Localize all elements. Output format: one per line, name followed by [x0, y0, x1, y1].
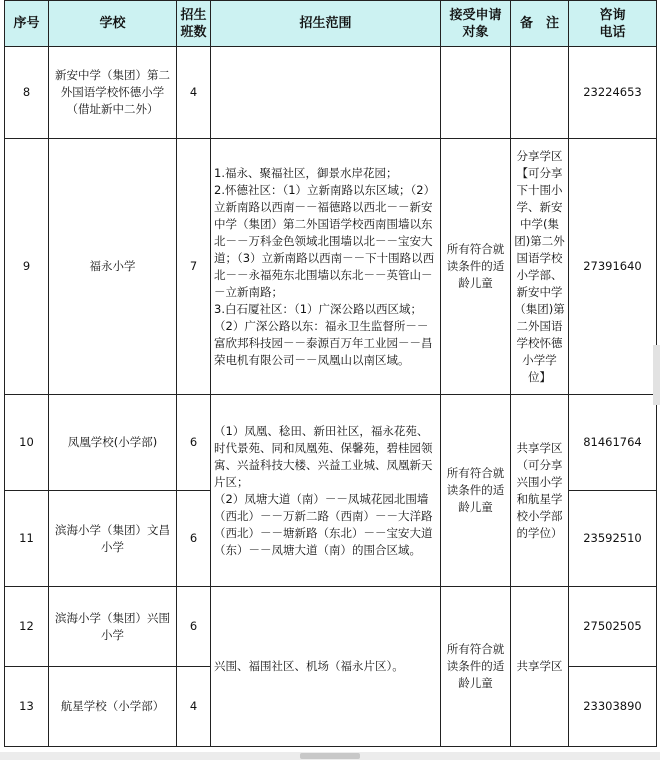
school-name: 凤凰学校(小学部) [49, 395, 177, 491]
header-classes: 招生 班数 [177, 1, 211, 47]
vertical-scrollbar[interactable] [653, 345, 660, 405]
header-scope: 招生范围 [211, 1, 441, 47]
enrollment-scope: 1.福永、聚福社区，御景水岸花园； 2.怀德社区：（1）立新南路以东区域；（2）立新南路以西南－－福德路以西北－－新安中学（集团）第二外国语学校西南围墙以东北－－万科金色领域北围墙以北－－宝安大道；（3）立新南路以西南－－下十围路以西北－－永福苑东北围墙以东北－－英管山－－立新南路； 3.白石厦社区：（1）广深公路以西区域；（2）广深公路以东：福永卫生监督所－－富欣邦科技园－－泰源百万年工业园－－昌荣电机有限公司－－凤凰山以南区域。 [211, 139, 441, 395]
row-index: 12 [5, 587, 49, 667]
header-remark: 备 注 [511, 1, 569, 47]
school-name: 福永小学 [49, 139, 177, 395]
remark [511, 47, 569, 139]
row-index: 11 [5, 491, 49, 587]
phone-number: 27502505 [569, 587, 657, 667]
header-school: 学校 [49, 1, 177, 47]
header-eligible: 接受申请 对象 [441, 1, 511, 47]
remark: 共享学区 [511, 587, 569, 747]
class-count: 4 [177, 667, 211, 747]
school-name: 新安中学（集团）第二外国语学校怀德小学（借址新中二外） [49, 47, 177, 139]
header-index: 序号 [5, 1, 49, 47]
phone-number: 23592510 [569, 491, 657, 587]
row-index: 10 [5, 395, 49, 491]
scrollbar-thumb[interactable] [300, 753, 360, 759]
phone-number: 23224653 [569, 47, 657, 139]
phone-number: 27391640 [569, 139, 657, 395]
header-row [5, 1, 657, 47]
remark: 共享学区（可分享兴围小学和航星学校小学部的学位） [511, 395, 569, 587]
enrollment-scope: （1）凤凰、稔田、新田社区，福永花苑、时代景苑、同和凤凰苑、保馨苑，碧桂园领寓、兴益科技大楼、兴益工业城、凤凰新天片区； （2）凤塘大道（南）－－凤城花园北围墙（西北）－－万新二路（西南）－－大洋路（西北）－－塘新路（东北）－－宝安大道（东）－－凤塘大道（南）的围合区域。 [211, 395, 441, 587]
school-name: 滨海小学（集团）兴围小学 [49, 587, 177, 667]
school-name: 滨海小学（集团）文昌小学 [49, 491, 177, 587]
horizontal-scrollbar[interactable] [0, 752, 660, 760]
class-count: 6 [177, 491, 211, 587]
row-index: 9 [5, 139, 49, 395]
row-index: 8 [5, 47, 49, 139]
enrollment-scope [211, 47, 441, 139]
eligible-applicants: 所有符合就读条件的适龄儿童 [441, 139, 511, 395]
class-count: 4 [177, 47, 211, 139]
remark: 分享学区【可分享下十围小学、新安中学(集团)第二外国语学校小学部、新安中学（集团)第二外国语学校怀德小学学位】 [511, 139, 569, 395]
row-index: 13 [5, 667, 49, 747]
eligible-applicants: 所有符合就读条件的适龄儿童 [441, 587, 511, 747]
eligible-applicants [441, 47, 511, 139]
table-row [5, 587, 657, 667]
phone-number: 23303890 [569, 667, 657, 747]
phone-number: 81461764 [569, 395, 657, 491]
eligible-applicants: 所有符合就读条件的适龄儿童 [441, 395, 511, 587]
class-count: 6 [177, 587, 211, 667]
enrollment-scope: 兴围、福围社区、机场（福永片区）。 [211, 587, 441, 747]
school-name: 航星学校（小学部） [49, 667, 177, 747]
table-row [5, 139, 657, 395]
class-count: 7 [177, 139, 211, 395]
table-row [5, 395, 657, 491]
class-count: 6 [177, 395, 211, 491]
enrollment-table [4, 0, 657, 747]
table-row [5, 47, 657, 139]
header-phone: 咨询 电话 [569, 1, 657, 47]
